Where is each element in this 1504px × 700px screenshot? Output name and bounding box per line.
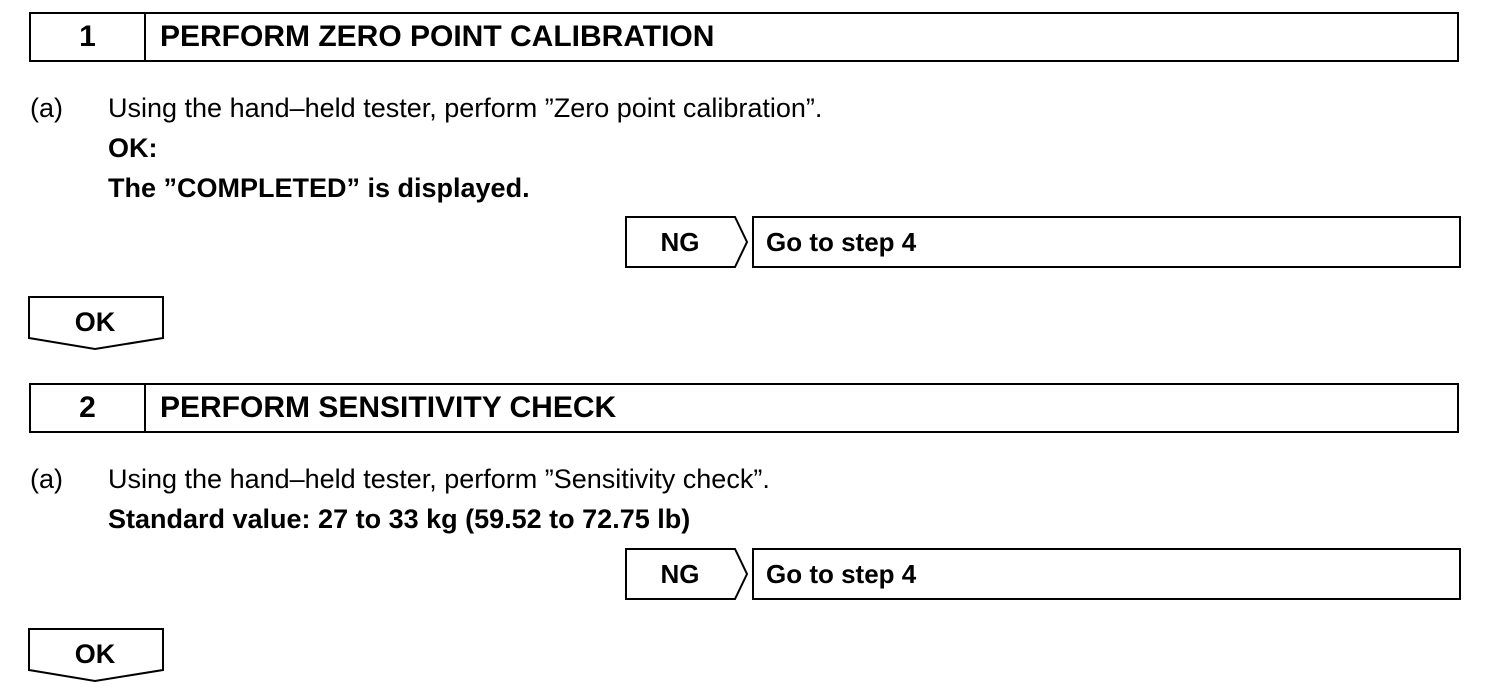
step-2-item-marker: (a) — [30, 464, 63, 494]
step-1-ok-label: OK — [74, 306, 116, 337]
step-2-header — [29, 383, 1459, 433]
step-1-ok-criteria-label: OK: — [108, 133, 158, 163]
step-2-title: PERFORM SENSITIVITY CHECK — [160, 391, 617, 424]
step-2-number: 2 — [31, 385, 146, 431]
step-1-instruction: Using the hand–held tester, perform ”Zero point calibration”. — [108, 93, 823, 123]
step-1-ng-label: NG — [660, 226, 700, 257]
step-1-ng-goto-link[interactable]: Go to step 4 — [752, 216, 1461, 268]
step-2-standard-value: Standard value: 27 to 33 kg (59.52 to 72.75 lb) — [108, 504, 691, 534]
step-1-title: PERFORM ZERO POINT CALIBRATION — [160, 20, 715, 53]
step-2-instruction: Using the hand–held tester, perform ”Sensitivity check”. — [108, 464, 770, 494]
step-2-ok-label: OK — [74, 638, 116, 669]
step-1-ok-criteria-text: The ”COMPLETED” is displayed. — [108, 173, 530, 203]
step-2-ng-goto-link[interactable]: Go to step 4 — [752, 548, 1461, 600]
step-1-item-marker: (a) — [30, 93, 63, 123]
step-1-number: 1 — [31, 14, 146, 60]
step-1-header — [29, 12, 1459, 62]
step-2-ng-label: NG — [660, 558, 700, 589]
